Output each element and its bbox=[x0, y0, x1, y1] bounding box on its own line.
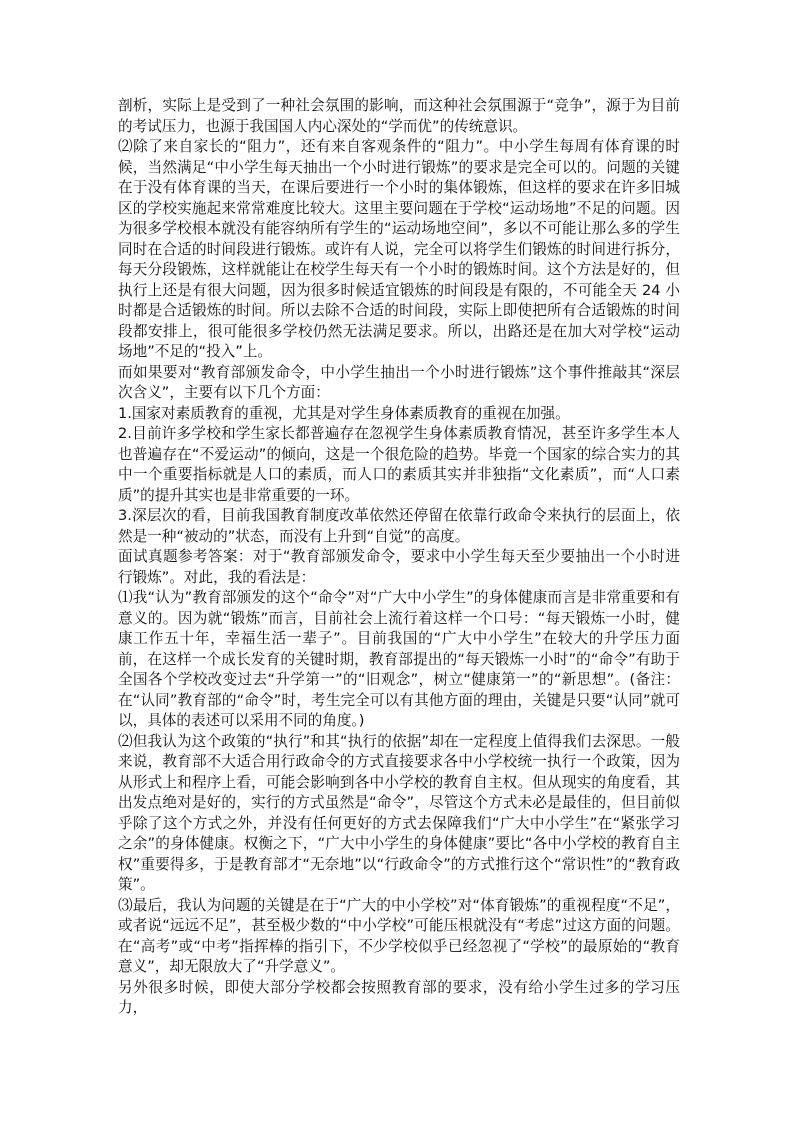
paragraph: ⑵但我认为这个政策的“执行”和其“执行的依据”却在一定程度上值得我们去深思。一般来说，教育部不大适合用行政命令的方式直接要求各中小学校统一执行一个政策，因为从形式上和程序上看，可能会影响到各中小学校的教育自主权。但从现实的角度看，其出发点绝对是好的，实行的方式虽然是“命令”，尽管这个方式未必是最佳的，但目前似乎除了这个方式之外，并没有任何更好的方式去保障我们“广大中小学生”在“紧张学习之余”的身体健康。权衡之下，“广大中小学生的身体健康”要比“各中小学校的教育自主权”重要得多，于是教育部才“无奈地”以“行政命令”的方式推行这个“常识性”的“教育政策”。 bbox=[118, 732, 680, 893]
paragraph: 2.目前许多学校和学生家长都普遍存在忽视学生身体素质教育情况，甚至许多学生本人也普遍存在“不爱运动”的倾向，这是一个很危险的趋势。毕竟一个国家的综合实力的其中一个重要指标就是人口的素质，而人口的素质其实并非独指“文化素质”，而“人口素质”的提升其实也是非常重要的一环。 bbox=[118, 425, 680, 504]
paragraph: ⑵除了来自家长的“阻力”，还有来自客观条件的“阻力”。中小学生每周有体育课的时候，当然满足“中小学生每天抽出一个小时进行锻炼”的要求是完全可以的。问题的关键在于没有体育课的当天，在课后要进行一个小时的集体锻炼，但这样的要求在许多旧城区的学校实施起来常常难度比较大。这里主要问题在于学校“运动场地”不足的问题。因为很多学校根本就没有能容纳所有学生的“运动场地空间”，多以不可能让那么多的学生同时在合适的时间段进行锻炼。或许有人说，完全可以将学生们锻炼的时间进行拆分，每天分段锻炼，这样就能让在校学生每天有一个小时的锻炼时间。这个方法是好的，但执行上还是有很大问题，因为很多时候适宜锻炼的时间段是有限的，不可能全天 24 小时都是合适锻炼的时间。所以去除不合适的时间段，实际上即使把所有合适锻炼的时间段都安排上，很可能很多学校仍然无法满足要求。所以，出路还是在加大对学校“运动场地”不足的“投入”上。 bbox=[118, 138, 680, 360]
paragraph: ⑴我“认为”教育部颁发的这个“命令”对“广大中小学生”的身体健康而言是非常重要和有意义的。因为就“锻炼”而言，目前社会上流行着这样一个口号：“每天锻炼一小时，健康工作五十年，幸福生活一辈子”。目前我国的“广大中小学生”在较大的升学压力面前，在这样一个成长发育的关键时期，教育部提出的“每天锻炼一小时”的“命令”有助于全国各个学校改变过去“升学第一”的“旧观念”，树立“健康第一”的“新思想”。(备注：在“认同”教育部的“命令”时，考生完全可以有其他方面的理由，关键是只要“认同”就可以，具体的表述可以采用不同的角度。) bbox=[118, 589, 680, 729]
paragraph: 1.国家对素质教育的重视，尤其是对学生身体素质教育的重视在加强。 bbox=[118, 404, 570, 422]
document-body bbox=[118, 96, 680, 1019]
paragraph: 另外很多时候，即使大部分学校都会按照教育部的要求，没有给小学生过多的学习压力， bbox=[118, 978, 680, 1016]
paragraph: 3.深层次的看，目前我国教育制度改革依然还停留在依靠行政命令来执行的层面上，依然是一种“被动的”状态，而没有上升到“自觉”的高度。 bbox=[118, 507, 680, 545]
paragraph: 面试真题参考答案：对于“教育部颁发命令，要求中小学生每天至少要抽出一个小时进行锻炼”。对此，我的看法是： bbox=[118, 548, 680, 586]
paragraph: ⑶最后，我认为问题的关键是在于“广大的中小学校”对“体育锻炼”的重视程度“不足”，或者说“远远不足”，甚至极少数的“中小学校”可能压根就没有“考虑”过这方面的问题。在“高考”或“中考”指挥棒的指引下，不少学校似乎已经忽视了“学校”的最原始的“教育意义”，却无限放大了“升学意义”。 bbox=[118, 896, 680, 975]
paragraph: 剖析，实际上是受到了一种社会氛围的影响，而这种社会氛围源于“竞争”，源于为目前的考试压力，也源于我国国人内心深处的“学而优”的传统意识。 bbox=[118, 97, 680, 135]
paragraph: 而如果要对“教育部颁发命令，中小学生抽出一个小时进行锻炼”这个事件推敲其“深层次含义”，主要有以下几个方面： bbox=[118, 363, 680, 401]
